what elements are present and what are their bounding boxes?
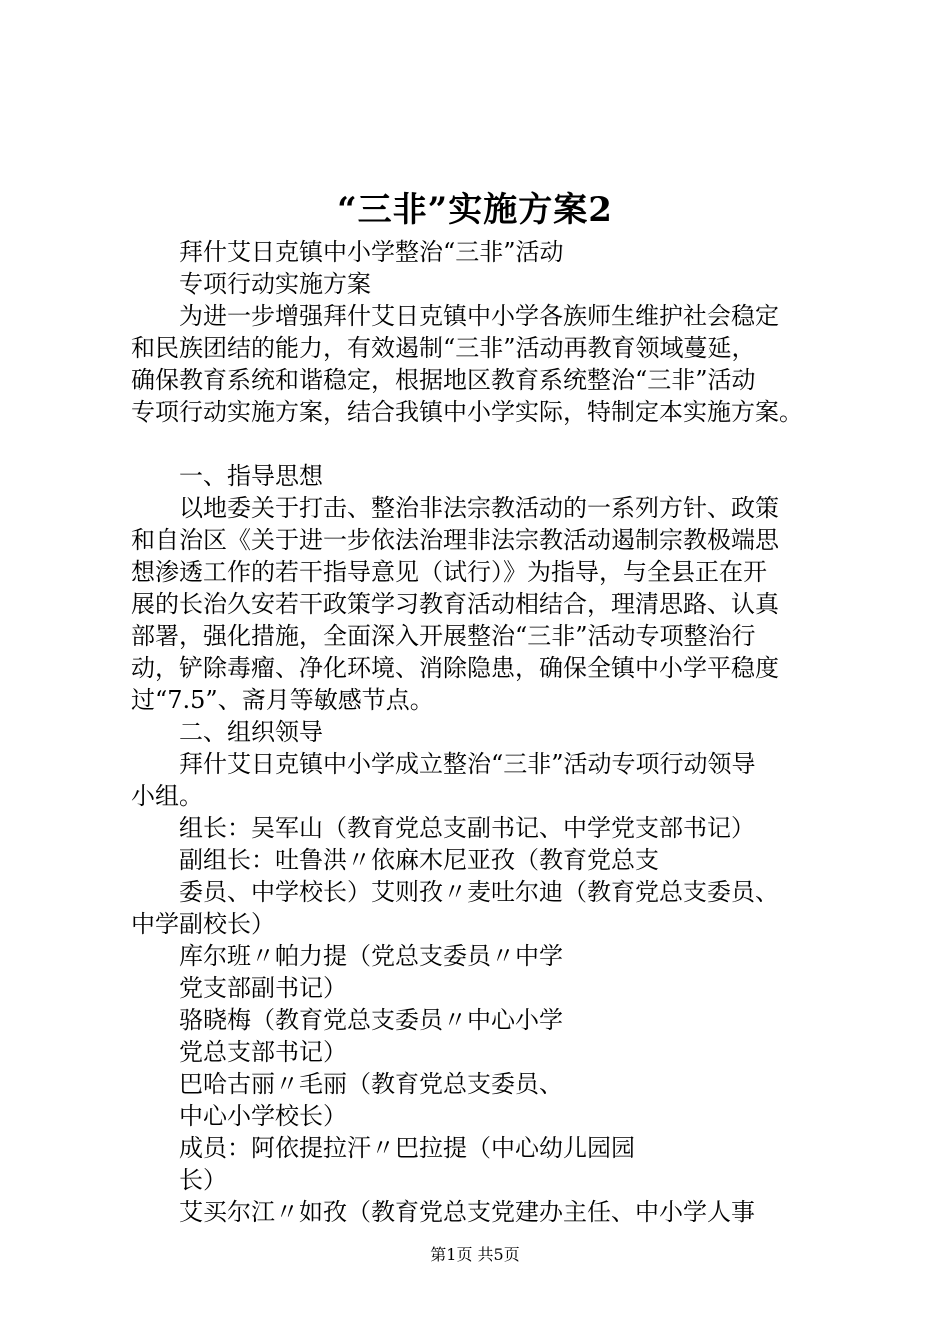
- subtitle-line-2: 专项行动实施方案: [179, 270, 371, 298]
- paragraph-line: 想渗透工作的若干指导意见（试行）》为指导，与全县正在开: [131, 558, 767, 586]
- paragraph-line: 和自治区《关于进一步依法治理非法宗教活动遏制宗教极端思: [131, 526, 779, 554]
- paragraph-line: 确保教育系统和谐稳定，根据地区教育系统整治“三非”活动: [131, 366, 756, 394]
- member-line: 库尔班〃帕力提（党总支委员〃中学: [179, 942, 563, 970]
- paragraph-line: 和民族团结的能力，有效遏制“三非”活动再教育领域蔓延，: [131, 334, 756, 362]
- paragraph-line: 过“7.5”、斋月等敏感节点。: [131, 686, 434, 714]
- paragraph-line: 动，铲除毒瘤、净化环境、消除隐患，确保全镇中小学平稳度: [131, 654, 779, 682]
- document-body: [131, 236, 831, 1228]
- member-line: 艾买尔江〃如孜（教育党总支党建办主任、中小学人事: [179, 1198, 755, 1226]
- section-heading-organization: 二、组织领导: [179, 718, 323, 746]
- member-line: 党支部副书记）: [179, 974, 347, 1002]
- subtitle-line-1: 拜什艾日克镇中小学整治“三非”活动: [179, 238, 564, 266]
- paragraph-line: 部署，强化措施，全面深入开展整治“三非”活动专项整治行: [131, 622, 756, 650]
- blank-line: [131, 428, 831, 460]
- member-line: 巴哈古丽〃毛丽（教育党总支委员、: [179, 1070, 563, 1098]
- paragraph-line: 为进一步增强拜什艾日克镇中小学各族师生维护社会稳定: [179, 302, 779, 330]
- paragraph-line: 以地委关于打击、整治非法宗教活动的一系列方针、政策: [179, 494, 779, 522]
- member-line: 组长：吴军山（教育党总支副书记、中学党支部书记）: [179, 814, 755, 842]
- document-title: “三非”实施方案2: [337, 190, 613, 230]
- section-heading-guiding-thought: 一、指导思想: [179, 462, 323, 490]
- paragraph-line: 展的长治久安若干政策学习教育活动相结合，理清思路、认真: [131, 590, 779, 618]
- paragraph-line: 小组。: [131, 782, 203, 810]
- page-indicator: 第1页 共5页: [430, 1245, 520, 1264]
- member-line: 成员：阿依提拉汗〃巴拉提（中心幼儿园园: [179, 1134, 635, 1162]
- member-line: 中学副校长）: [131, 910, 275, 938]
- member-line: 副组长：吐鲁洪〃依麻木尼亚孜（教育党总支: [179, 846, 659, 874]
- member-line: 中心小学校长）: [179, 1102, 347, 1130]
- member-line: 骆晓梅（教育党总支委员〃中心小学: [179, 1006, 563, 1034]
- paragraph-line: 专项行动实施方案，结合我镇中小学实际，特制定本实施方案。: [131, 398, 803, 426]
- member-line: 长）: [179, 1166, 227, 1194]
- member-line: 委员、中学校长）艾则孜〃麦吐尔迪（教育党总支委员、: [179, 878, 779, 906]
- paragraph-line: 拜什艾日克镇中小学成立整治“三非”活动专项行动领导: [179, 750, 756, 778]
- member-line: 党总支部书记）: [179, 1038, 347, 1066]
